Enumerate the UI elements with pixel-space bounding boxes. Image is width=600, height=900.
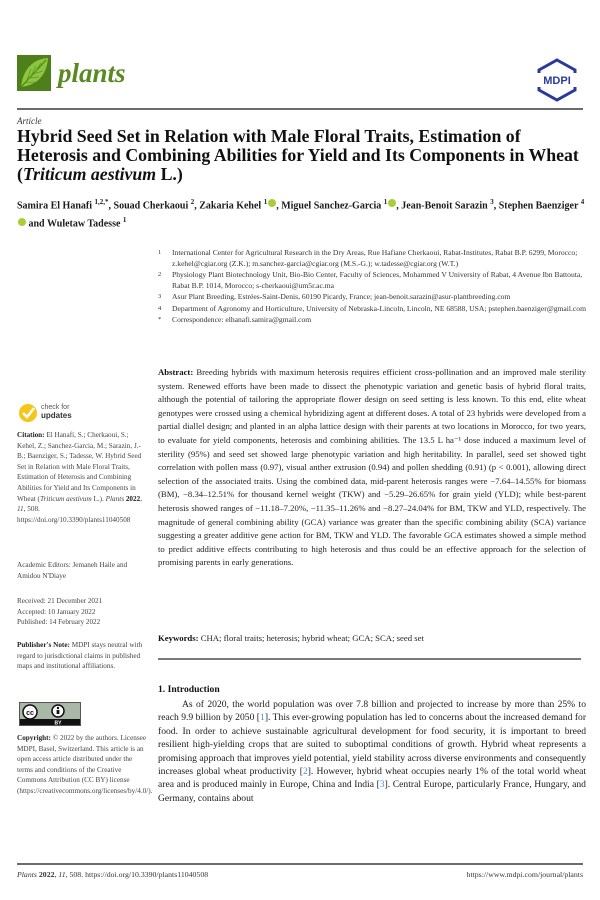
citation-text: L.). <box>91 494 106 503</box>
copyright-text: © 2022 by the authors. Licensee MDPI, Basel, Switzerland. This article is an open access article distributed under the terms and conditions of the Creative Commons Attribution (CC BY) license (https://creativecommons.org/licenses/by/4.0/). <box>17 734 153 795</box>
published-date: Published: 14 February 2022 <box>17 618 101 627</box>
affiliation-text: Asur Plant Breeding, Estrées-Saint-Denis, 60190 Picardy, France; jean-benoit.sarazin@asur-plantbreeding.com <box>172 292 511 301</box>
author-affiliation-marker: 1,2,* <box>94 198 109 206</box>
footer-doi-link[interactable]: , 508. https://doi.org/10.3390/plants11040508 <box>65 870 209 879</box>
dates-block <box>17 596 147 628</box>
check-for-updates-button[interactable] <box>17 402 147 428</box>
citation-species: Triticum aestivum <box>39 494 92 503</box>
author-affiliation-marker: 4 <box>580 198 585 206</box>
publisher-note-label: Publisher's Note: <box>17 641 70 649</box>
citation-text: El Hanafi, S.; Cherkaoui, S.; Kehel, Z.; Sanchez-Garcia, M.; Sarazin, J.-B.; Baenziger, S.; Tadesse, W. Hybrid Seed Set in Relation with Male Floral Traits, Estimation of Heterosis and Combining Abilities for Yield and Its Components in Wheat ( <box>17 431 142 503</box>
author-name[interactable]: Jean-Benoit Sarazin <box>401 200 491 212</box>
header-divider <box>17 108 583 110</box>
check-icon <box>19 404 37 422</box>
title-text-end: L.) <box>156 164 183 184</box>
author-name[interactable]: Souad Cherkaoui <box>113 200 191 212</box>
author-separator: , <box>276 200 282 212</box>
affiliation-number: 1 <box>158 249 162 256</box>
abstract-text: Breeding hybrids with maximum heterosis requires efficient cross-pollination and an improved male sterility system. Renewed efforts have been made to dissect the phenotypic variation and genetic basis of hybrid floral traits, although the potential of tailoring the appropriate flower design on seed setting is less known. To this end, elite wheat genotypes were crossed using a chemical hybridizing agent at different doses. A total of 23 hybrids were developed from a partial diallel design; and planted in an alpha lattice design with their parents at two locations in Morocco, for two years, to evaluate for yield components, heterosis and combining abilities. The 13.5 L ha⁻¹ dose induced a maximum level of sterility (95%) and seed set showed large phenotypic variation and high heritability. In parallel, seed set showed tight correlation with pollen mass (0.97), visual anther extrusion (0.94) and pollen shedding (0.91) (p < 0.001), allowing direct selection of the associated traits. Using the combined data, mid-parent heterosis ranges were −7.64–14.55% for biomass (BM), −8.34–12.51% for thousand kernel weight (TKW) and −5.29–26.65% for grain yield (YLD); while best-parent heterosis showed ranges of −11.18–7.20%, −11.35–11.26% and −8.27–24.04% for BM, TKW and YLD, respectively. The magnitude of general combining ability (GCA) variance was greater than the specific combining ability (SCA) variance suggesting a greater additive gene action for BM, TKW and YLD. The favorable GCA estimates showed a simple method to predict additive effects contributing to high heterosis and thus could be an effective approach for the selection of promising parents in early generations. <box>158 367 586 568</box>
author-affiliation-marker: 1 <box>383 198 388 206</box>
author-name[interactable]: Samira El Hanafi <box>17 200 95 212</box>
citation-doi-link[interactable]: , 508. https://doi.org/10.3390/plants11040508 <box>17 505 131 524</box>
author-affiliation-marker: 1 <box>263 198 268 206</box>
orcid-icon[interactable] <box>18 218 26 226</box>
affiliation-item <box>158 304 588 315</box>
check-updates-label <box>41 404 72 420</box>
cc-label: cc <box>26 710 34 717</box>
affiliation-number: * <box>158 316 162 323</box>
citation-volume: 11 <box>17 505 24 514</box>
copyright-label: Copyright: <box>17 734 51 742</box>
author-name[interactable]: Zakaria Kehel <box>199 200 264 212</box>
keywords-label: Keywords: <box>158 633 199 643</box>
article-title <box>17 127 587 184</box>
keywords-text: CHA; floral traits; heterosis; hybrid wheat; GCA; SCA; seed set <box>198 633 424 643</box>
intro-text: ]. However, hybrid wheat occupies nearly 1% of the total world wheat area and is produced mainly in Europe, China and India [ <box>158 766 587 791</box>
citation-label: Citation: <box>17 431 45 439</box>
footer-volume: 11 <box>58 870 66 879</box>
citation-link[interactable]: 3 <box>379 779 385 791</box>
abstract-label: Abstract: <box>158 367 194 377</box>
intro-text: ]. This ever-growing population has led to concerns about the increased demand for food. In order to achieve sustainable agricultural development for food security, it is important to breed resilient high-yielding crops that are suited to suboptimal conditions of growth. Hybrid wheat represents a promising approach that improves yield potential, yield stability across diverse environments and consequently increases global wheat productivity [ <box>158 712 587 778</box>
author-separator: , <box>194 200 200 212</box>
academic-editors: Academic Editors: Jemaneh Haile and Amidou N'Diaye <box>17 561 128 580</box>
footer-citation: Plants 2022, 11, 508. https://doi.org/10.3390/plants11040508 <box>17 870 209 879</box>
author-separator: , <box>108 200 114 212</box>
citation-link[interactable]: 2 <box>302 766 308 778</box>
title-species: Triticum aestivum <box>22 164 157 184</box>
publisher-note <box>17 640 147 672</box>
cc-by-label: BY <box>54 720 62 725</box>
affiliation-item <box>158 248 588 269</box>
accepted-date: Accepted: 10 January 2022 <box>17 607 96 616</box>
journal-name: plants <box>58 58 126 88</box>
affiliation-text: International Center for Agricultural Research in the Dry Areas, Rue Hafiane Cherkaoui, Rabat-Institutes, Rabat B.P. 6299, Morocco; z.kehel@cgiar.org (Z.K.); m.sanchez-garcia@cgiar.org (M.S.-G.); w.tadesse@cgiar.org (W.T.) <box>172 248 578 268</box>
cc-by-license-badge[interactable] <box>19 702 81 726</box>
intro-text: As of 2020, the world population was over 7.8 billion and projected to increase by more than 25% to reach 9.9 billion by 2050 [ <box>158 699 586 724</box>
received-date: Received: 21 December 2021 <box>17 597 103 605</box>
author-affiliation-marker: 1 <box>122 216 127 225</box>
author-separator: and <box>26 218 47 230</box>
affiliation-text: Department of Agronomy and Horticulture, University of Nebraska-Lincoln, Lincoln, NE 68588, USA; pstephen.baenziger@gmail.com <box>172 303 586 313</box>
affiliation-number: 2 <box>158 271 162 278</box>
affiliation-number: 3 <box>158 293 162 300</box>
author-affiliation-marker: 3 <box>490 198 494 206</box>
author-separator: , <box>493 200 499 212</box>
keywords-divider <box>158 658 581 660</box>
footer-journal: Plants <box>17 870 37 879</box>
intro-text: ]. Central Europe, particularly France, Hungary, and Germany, contains about <box>158 779 586 804</box>
section-heading-introduction: 1. Introduction <box>158 684 220 695</box>
affiliation-item <box>158 270 588 291</box>
citation-block: Citation: El Hanafi, S.; Cherkaoui, S.; Kehel, Z.; Sanchez-Garcia, M.; Sarazin, J.-B.; Baenziger, S.; Tadesse, W. Hybrid Seed Set in Relation with Male Floral Traits, Estimation of Heterosis and Combining Abilities for Yield and Its Components in Wheat (Triticum aestivum L.). Plants 2022, 11, 508. https://doi.org/10.3390/plants11040508 <box>17 431 142 524</box>
abstract <box>158 366 586 570</box>
author-name[interactable]: Stephen Baenziger <box>498 200 581 212</box>
mdpi-logo <box>536 58 578 102</box>
copyright-block <box>17 733 153 797</box>
citation-journal: Plants <box>105 494 125 503</box>
correspondence-text: Correspondence: elhanafi.samira@gmail.com <box>172 315 312 324</box>
author-list <box>17 195 587 232</box>
affiliation-text: Physiology Plant Biotechnology Unit, Bio-Bio Center, Faculty of Sciences, Mohammed V University of Rabat, 4 Avenue Ibn Battouta, Rabat B.P. 1014, Morocco; s-cherkaoui@um5r.ac.ma <box>172 270 583 290</box>
mdpi-logo-text: MDPI <box>543 75 571 87</box>
affiliation-number: 4 <box>158 304 162 312</box>
author-name[interactable]: Miguel Sanchez-Garcia <box>281 200 384 212</box>
journal-logo <box>17 55 51 91</box>
footer-divider <box>17 863 583 865</box>
author-affiliation-marker: 2 <box>190 198 195 206</box>
article-type: Article <box>17 116 42 126</box>
citation-year: 2022 <box>125 494 141 503</box>
introduction-paragraph <box>158 698 586 805</box>
footer-journal-url[interactable]: https://www.mdpi.com/journal/plants <box>466 870 583 879</box>
title-text: Hybrid Seed Set in Relation with Male Floral Traits, Estimation of Heterosis and Combining Abilities for Yield and Its Components in Wheat ( <box>17 126 579 184</box>
affiliations <box>158 248 588 327</box>
citation-link[interactable]: 1 <box>260 712 265 724</box>
keywords <box>158 633 586 643</box>
affiliation-item <box>158 292 588 303</box>
footer-year: 2022 <box>38 870 55 879</box>
author-name[interactable]: Wuletaw Tadesse <box>46 218 123 230</box>
leaf-icon <box>17 55 51 91</box>
correspondence <box>158 315 588 326</box>
check-updates-line2: updates <box>41 411 72 420</box>
author-separator: , <box>396 200 402 212</box>
check-updates-line1: check for <box>41 404 70 411</box>
publisher-note-text: MDPI stays neutral with regard to jurisdictional claims in published maps and institutional affiliations. <box>17 641 143 671</box>
